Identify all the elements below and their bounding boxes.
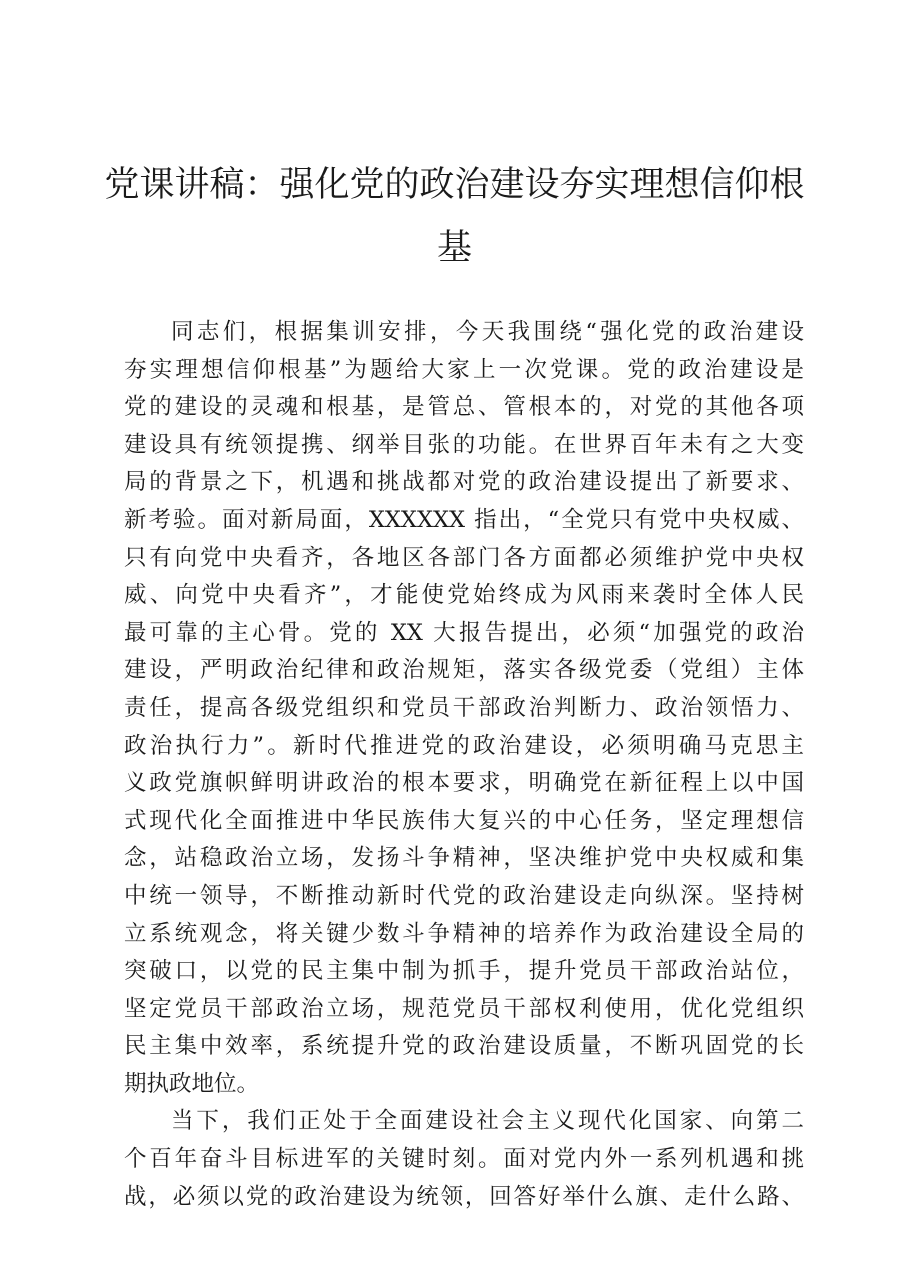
paragraph-1 xyxy=(124,314,804,1103)
text-line: 个百年奋斗目标进军的关键时刻。面对党内外一系列机遇和挑 xyxy=(124,1146,804,1173)
text-line: 责任，提高各级党组织和党员干部政治判断力、政治领悟力、 xyxy=(124,694,804,721)
text-line: 当下，我们正处于全面建设社会主义现代化国家、向第二 xyxy=(171,1108,804,1135)
text-line: 建设具有统领提携、纲举目张的功能。在世界百年未有之大变 xyxy=(124,431,804,458)
text-line: 只有向党中央看齐，各地区各部门各方面都必须维护党中央权 xyxy=(124,544,804,571)
text-line: 威、向党中央看齐”，才能使党始终成为风雨来袭时全体人民 xyxy=(124,582,804,609)
text-line: 政治执行力”。新时代推进党的政治建设，必须明确马克思主 xyxy=(124,732,804,759)
text-line: 中统一领导，不断推动新时代党的政治建设走向纵深。坚持树 xyxy=(124,882,804,909)
document-title-line-2: 基 xyxy=(436,228,472,268)
paragraph-2 xyxy=(124,1103,804,1216)
text-line: 战，必须以党的政治建设为统领，回答好举什么旗、走什么路、 xyxy=(124,1183,804,1210)
text-line: 坚定党员干部政治立场，规范党员干部权利使用，优化党组织 xyxy=(124,995,804,1022)
document-body xyxy=(124,314,804,1216)
text-line: 立系统观念，将关键少数斗争精神的培养作为政治建设全局的 xyxy=(124,920,804,947)
text-line: 建设，严明政治纪律和政治规矩，落实各级党委（党组）主体 xyxy=(124,657,804,684)
text-line: 期执政地位。 xyxy=(124,1070,260,1097)
text-line: 夯实理想信仰根基”为题给大家上一次党课。党的政治建设是 xyxy=(124,356,804,383)
document-title-line-1: 党课讲稿：强化党的政治建设夯实理想信仰根 xyxy=(104,165,805,205)
text-line: 民主集中效率，系统提升党的政治建设质量，不断巩固党的长 xyxy=(124,1033,804,1060)
text-line: 新考验。面对新局面，XXXXXX 指出，“全党只有党中央权威、 xyxy=(124,506,804,533)
text-line: 局的背景之下，机遇和挑战都对党的政治建设提出了新要求、 xyxy=(124,469,804,496)
text-line: 突破口，以党的民主集中制为抓手，提升党员干部政治站位， xyxy=(124,958,804,985)
text-line: 义政党旗帜鲜明讲政治的根本要求，明确党在新征程上以中国 xyxy=(124,770,804,797)
text-line: 念，站稳政治立场，发扬斗争精神，坚决维护党中央权威和集 xyxy=(124,845,804,872)
text-line: 最可靠的主心骨。党的 XX 大报告提出，必须“加强党的政治 xyxy=(124,619,804,646)
text-line: 式现代化全面推进中华民族伟大复兴的中心任务，坚定理想信 xyxy=(124,807,804,834)
text-line: 党的建设的灵魂和根基，是管总、管根本的，对党的其他各项 xyxy=(124,394,804,421)
text-line: 同志们，根据集训安排，今天我围绕“强化党的政治建设 xyxy=(171,319,804,345)
